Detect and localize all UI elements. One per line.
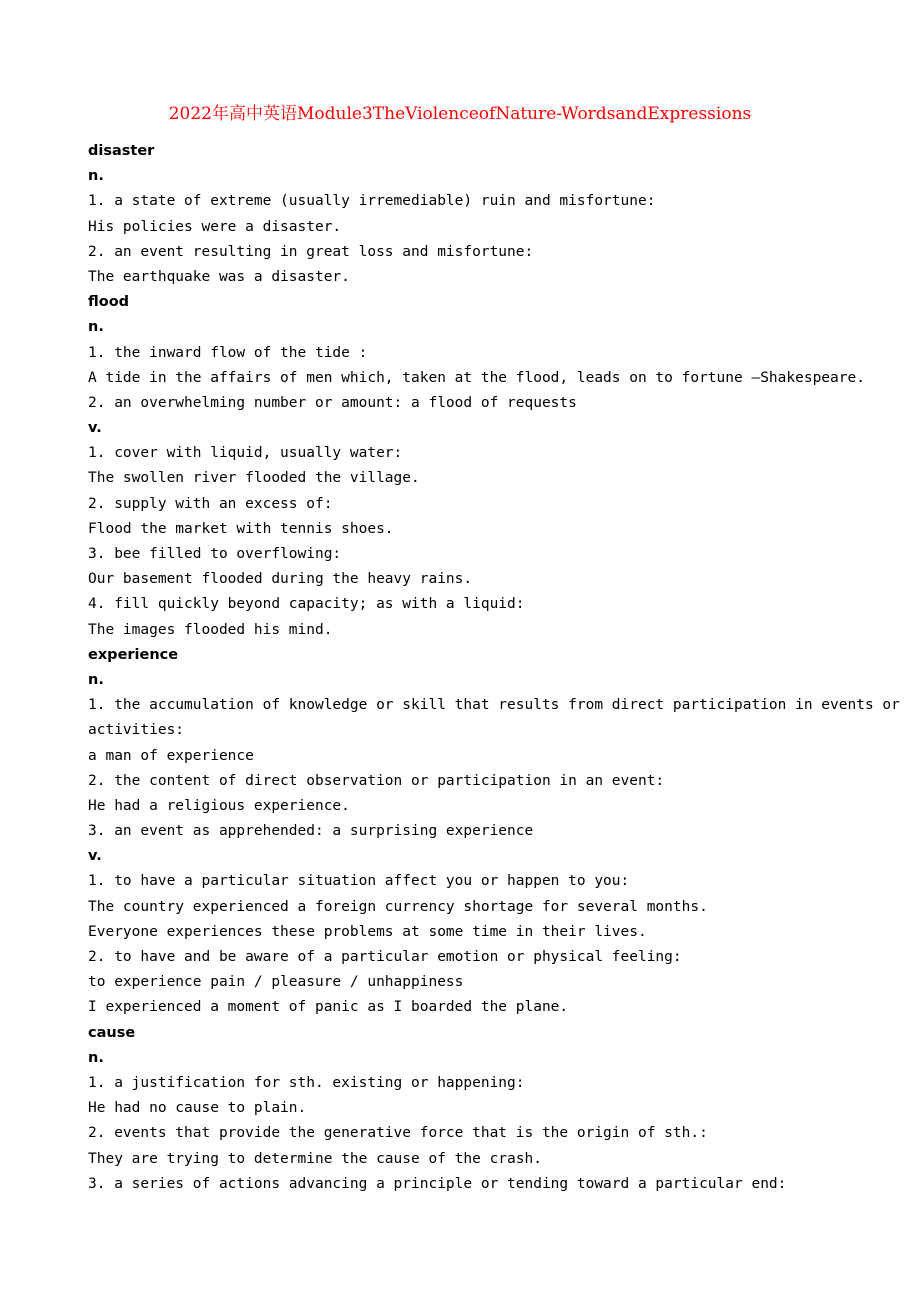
text-line: 2. an overwhelming number or amount: a flood of requests	[88, 394, 577, 411]
text-line: Everyone experiences these problems at some time in their lives.	[88, 923, 647, 940]
text-line: 4. fill quickly beyond capacity; as with a liquid:	[88, 596, 525, 613]
text-line: 2. the content of direct observation or participation in an event:	[88, 772, 665, 789]
text-line: 2. events that provide the generative force that is the origin of sth.:	[88, 1125, 708, 1142]
text-line: His policies were a disaster.	[88, 218, 342, 235]
entry-heading: n.	[88, 168, 104, 185]
text-line: 1. a justification for sth. existing or happening:	[88, 1074, 525, 1091]
text-line: 2. supply with an excess of:	[88, 495, 333, 512]
text-line: 1. to have a particular situation affect you or happen to you:	[88, 873, 630, 890]
text-line: Our basement flooded during the heavy rains.	[88, 571, 473, 588]
entry-heading: experience	[88, 646, 179, 663]
text-line: 2. an event resulting in great loss and misfortune:	[88, 243, 534, 260]
text-line: 2. to have and be aware of a particular emotion or physical feeling:	[88, 949, 682, 965]
text-line: 1. the inward flow of the tide :	[88, 344, 368, 361]
text-line: The country experienced a foreign currency shortage for several months.	[88, 898, 708, 915]
text-line: 3. a series of actions advancing a principle or tending toward a particular end:	[88, 1175, 787, 1192]
entry-heading: v.	[88, 848, 102, 865]
entry-heading: v.	[88, 420, 102, 437]
text-line: to experience pain / pleasure / unhappiness	[88, 974, 464, 991]
document-body	[88, 139, 900, 1197]
entry-heading: n.	[88, 1049, 104, 1066]
text-line: 1. the accumulation of knowledge or skill that results from direct participation in events or	[88, 697, 900, 714]
text-line: a man of experience	[88, 747, 254, 764]
text-line: A tide in the affairs of men which, taken at the flood, leads on to fortune –Shakespeare.	[88, 369, 865, 386]
document-title: 2022年高中英语Module3TheViolenceofNature-WordsandExpressions	[168, 104, 752, 124]
text-line: activities:	[88, 722, 185, 739]
text-line: 1. cover with liquid, usually water:	[88, 445, 403, 462]
entry-heading: cause	[88, 1024, 136, 1041]
text-line: He had no cause to plain.	[88, 1100, 307, 1117]
text-line: 3. bee filled to overflowing:	[88, 546, 342, 562]
text-line: The earthquake was a disaster.	[88, 268, 350, 285]
text-line: 3. an event as apprehended: a surprising experience	[88, 823, 534, 840]
text-line: The swollen river flooded the village.	[88, 470, 420, 487]
entry-heading: n.	[88, 319, 104, 336]
text-line: 1. a state of extreme (usually irremediable) ruin and misfortune:	[88, 193, 656, 210]
entry-heading: disaster	[88, 143, 155, 159]
text-line: The images flooded his mind.	[88, 621, 333, 638]
entry-heading: n.	[88, 671, 104, 688]
text-line: He had a religious experience.	[88, 797, 350, 814]
text-line: Flood the market with tennis shoes.	[88, 520, 394, 537]
text-line: I experienced a moment of panic as I boarded the plane.	[88, 999, 569, 1016]
text-line: They are trying to determine the cause of the crash.	[88, 1150, 542, 1167]
entry-heading: flood	[88, 294, 130, 311]
